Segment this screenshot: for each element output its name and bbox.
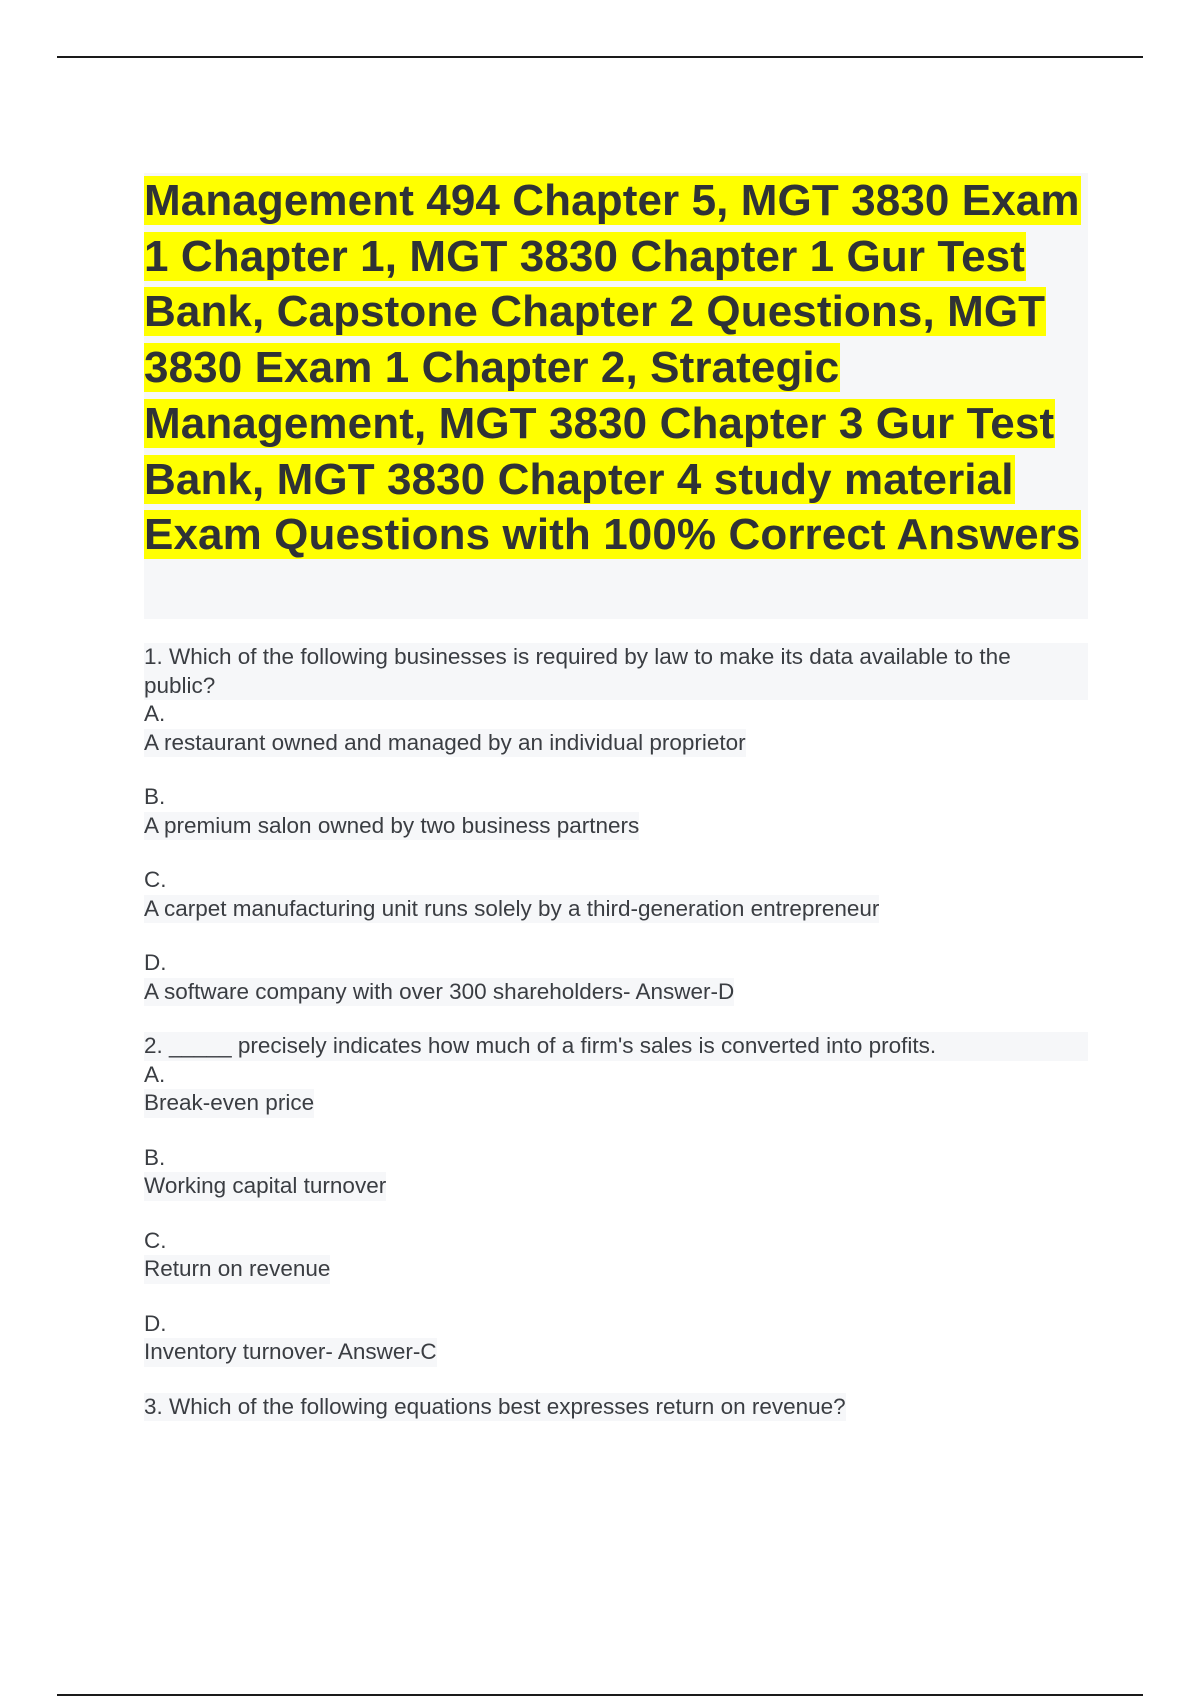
option-letter: A.	[144, 701, 166, 726]
option-1c	[144, 866, 1088, 923]
question-text: 3. Which of the following equations best expresses return on revenue?	[144, 1393, 846, 1422]
option-letter: D.	[144, 1310, 167, 1336]
option-text: Return on revenue	[144, 1255, 330, 1284]
document-title	[144, 173, 1088, 563]
option-letter: B.	[144, 784, 166, 809]
question-1	[144, 643, 1088, 1006]
option-2b	[144, 1144, 1088, 1201]
option-text: A premium salon owned by two business partners	[144, 812, 639, 841]
option-1a	[144, 700, 1088, 757]
option-letter: D.	[144, 950, 167, 975]
option-letter: C.	[144, 867, 167, 892]
document-title-text: Management 494 Chapter 5, MGT 3830 Exam 1 Chapter 1, MGT 3830 Chapter 1 Gur Test Bank, Capstone Chapter 2 Questions, MGT 3830 Exam 1 Chapter 2, Strategic Management, MGT 3830 Chapter 3 Gur Test Bank, MGT 3830 Chapter 4 study material Exam Questions with 100% Correct Answers	[144, 176, 1081, 560]
option-text: Working capital turnover	[144, 1172, 386, 1201]
option-text: A restaurant owned and managed by an individual proprietor	[144, 729, 746, 758]
question-2	[144, 1032, 1088, 1367]
option-2a	[144, 1061, 1088, 1118]
option-2d	[144, 1310, 1088, 1367]
question-text: 2. _____ precisely indicates how much of a firm's sales is converted into profits.	[144, 1032, 1088, 1061]
question-list	[144, 643, 1088, 1421]
option-text: Inventory turnover- Answer-C	[144, 1338, 437, 1367]
option-text: Break-even price	[144, 1089, 314, 1118]
option-letter: B.	[144, 1144, 166, 1170]
bottom-rule	[57, 1694, 1143, 1696]
option-text: A software company with over 300 shareholders- Answer-D	[144, 978, 734, 1007]
option-letter: A.	[144, 1061, 166, 1087]
question-3	[144, 1393, 1088, 1422]
question-text: 1. Which of the following businesses is required by law to make its data available to the public?	[144, 643, 1088, 700]
option-2c	[144, 1227, 1088, 1284]
option-text: A carpet manufacturing unit runs solely by a third-generation entrepreneur	[144, 895, 879, 924]
option-1d	[144, 949, 1088, 1006]
option-letter: C.	[144, 1227, 167, 1253]
top-rule	[57, 56, 1143, 58]
document-title-block	[144, 173, 1088, 619]
option-1b	[144, 783, 1088, 840]
